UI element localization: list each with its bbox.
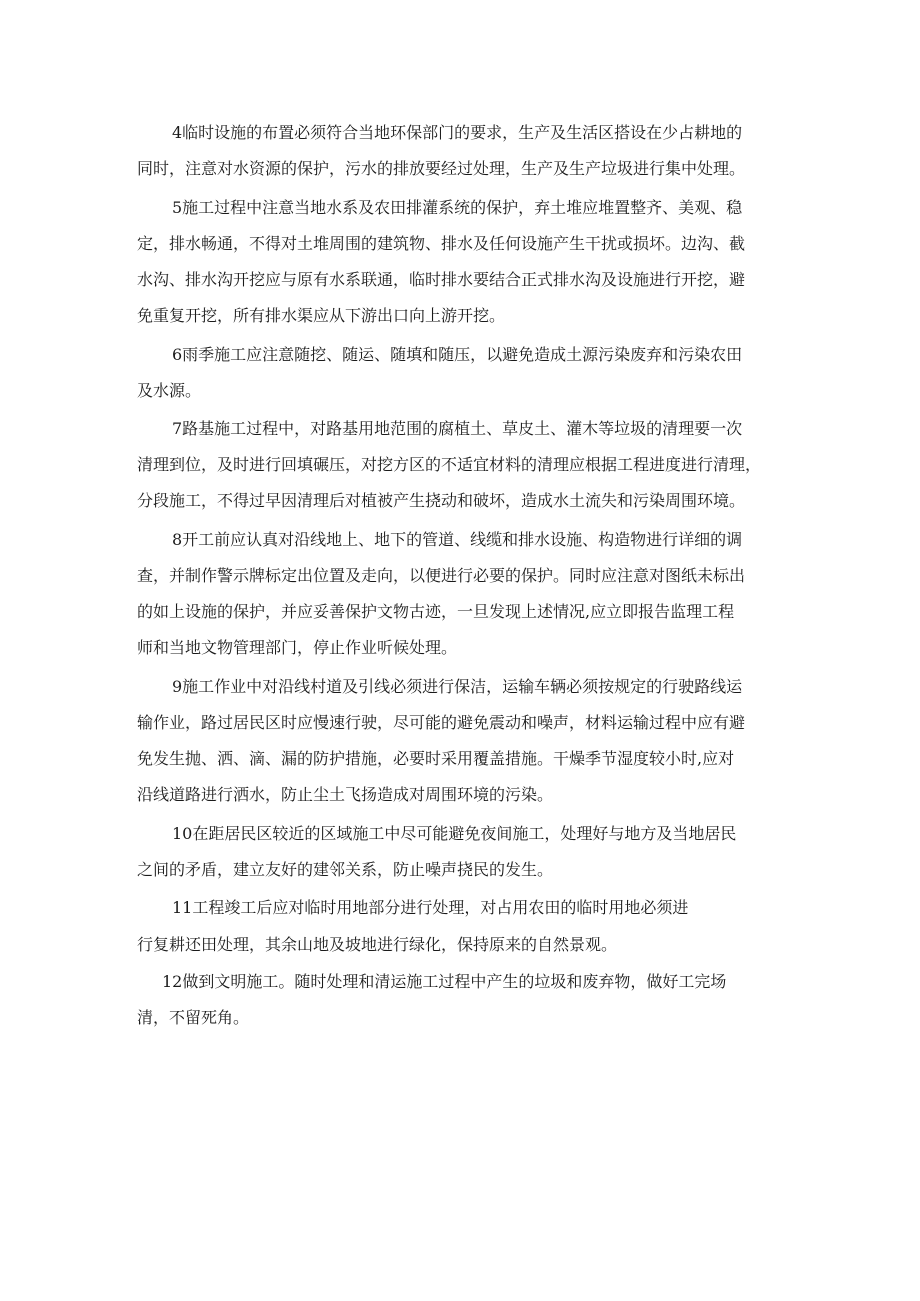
paragraph-10-line-2: 之间的矛盾，建立友好的建邻关系，防止噪声挠民的发生。 — [137, 860, 554, 879]
paragraph-6-line-1: 6雨季施工应注意随挖、随运、随填和随压，以避免造成土源污染废弃和污染农田 — [172, 345, 743, 364]
paragraph-8-line-4: 师和当地文物管理部门，停止作业听候处理。 — [137, 638, 458, 657]
paragraph-8-line-2: 查，并制作警示牌标定出位置及走向，以便进行必要的保护。同时应注意对图纸未标出 — [137, 566, 746, 585]
paragraph-8-line-1: 8开工前应认真对沿线地上、地下的管道、线缆和排水设施、构造物进行详细的调 — [172, 530, 743, 549]
paragraph-4-line-1: 4临时设施的布置必须符合当地环保部门的要求，生产及生活区搭设在少占耕地的 — [172, 123, 743, 142]
paragraph-7-line-3: 分段施工，不得过早因清理后对植被产生挠动和破坏，造成水土流失和污染周围环境。 — [137, 491, 746, 510]
paragraph-12-line-2: 清，不留死角。 — [137, 1008, 250, 1027]
paragraph-11-line-2: 行复耕还田处理，其余山地及坡地进行绿化，保持原来的自然景观。 — [137, 935, 618, 954]
paragraph-9-line-2: 输作业，路过居民区时应慢速行驶，尽可能的避免震动和噪声，材料运输过程中应有避 — [137, 713, 746, 732]
paragraph-5-line-3: 水沟、排水沟开挖应与原有水系联通，临时排水要结合正式排水沟及设施进行开挖，避 — [137, 270, 746, 289]
paragraph-9-line-1: 9施工作业中对沿线村道及引线必须进行保洁，运输车辆必须按规定的行驶路线运 — [172, 677, 743, 696]
paragraph-10-line-1: 10在距居民区较近的区域施工中尽可能避免夜间施工，处理好与地方及当地居民 — [172, 824, 737, 843]
paragraph-11-line-1: 11工程竣工后应对临时用地部分进行处理，对占用农田的临时用地必须进 — [172, 898, 689, 917]
paragraph-7-line-2: 清理到位，及时进行回填碾压，对挖方区的不适宜材料的清理应根据工程进度进行清理， — [137, 455, 762, 474]
paragraph-9-line-3: 免发生抛、洒、滴、漏的防护措施，必要时采用覆盖措施。干燥季节湿度较小时,应对 — [137, 749, 735, 768]
paragraph-6-line-2: 及水源。 — [137, 381, 202, 400]
paragraph-8-line-3: 的如上设施的保护，并应妥善保护文物古迹，一旦发现上述情况,应立即报告监理工程 — [137, 602, 735, 621]
paragraph-5-line-1: 5施工过程中注意当地水系及农田排灌系统的保护，弃土堆应堆置整齐、美观、稳 — [172, 198, 743, 217]
paragraph-7-line-1: 7路基施工过程中，对路基用地范围的腐植土、草皮土、灌木等垃圾的清理要一次 — [172, 419, 743, 438]
paragraph-9-line-4: 沿线道路进行洒水，防止尘土飞扬造成对周围环境的污染。 — [137, 785, 554, 804]
paragraph-4-line-2: 同时，注意对水资源的保护，污水的排放要经过处理，生产及生产垃圾进行集中处理。 — [137, 159, 746, 178]
paragraph-5-line-2: 定，排水畅通，不得对土堆周围的建筑物、排水及任何设施产生干扰或损坏。边沟、截 — [137, 234, 746, 253]
paragraph-5-line-4: 免重复开挖，所有排水渠应从下游出口向上游开挖。 — [137, 306, 506, 325]
paragraph-12-line-1: 12做到文明施工。随时处理和清运施工过程中产生的垃圾和废弃物，做好工完场 — [162, 972, 727, 991]
